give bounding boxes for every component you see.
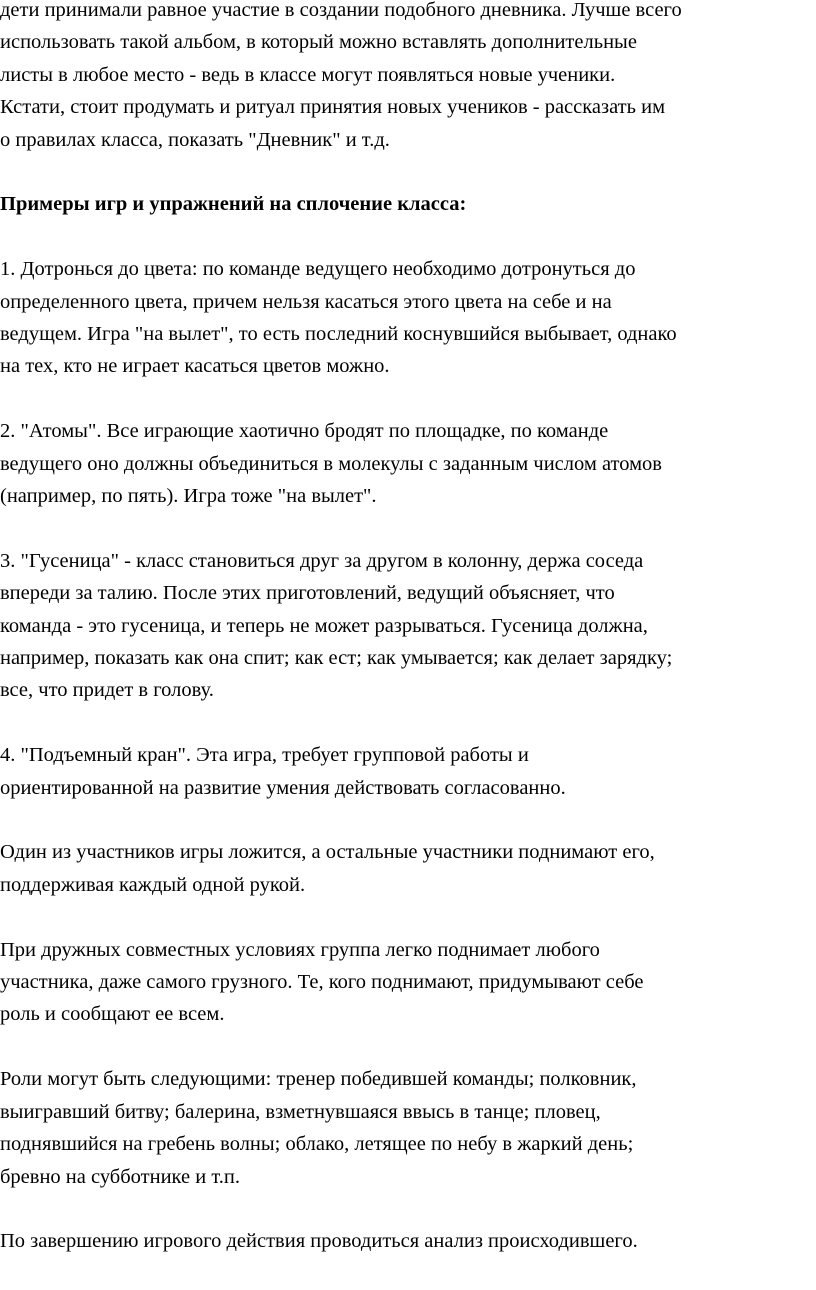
text-line: (например, по пять). Игра тоже "на вылет". — [0, 485, 377, 508]
text-line: ориентированной на развитие умения действовать согласованно. — [0, 776, 566, 799]
game-2-paragraph — [0, 415, 816, 512]
text-line: поднявшийся на гребень волны; облако, летящее по небу в жаркий день; — [0, 1133, 634, 1156]
text-line: 4. "Подъемный кран". Эта игра, требует групповой работы и — [0, 744, 529, 767]
text-line: ведущем. Игра "на вылет", то есть последний коснувшийся выбывает, однако — [0, 323, 677, 346]
text-line: Роли могут быть следующими: тренер победившей команды; полковник, — [0, 1068, 637, 1091]
game-4-step-1-paragraph — [0, 836, 816, 901]
text-line: При дружных совместных условиях группа легко поднимает любого — [0, 938, 600, 961]
text-line: дети принимали равное участие в создании подобного дневника. Лучше всего — [0, 0, 682, 21]
text-line: участника, даже самого грузного. Те, кого поднимают, придумывают себе — [0, 971, 644, 994]
game-4-paragraph — [0, 739, 816, 804]
text-line: Кстати, стоит продумать и ритуал принятия новых учеников - рассказать им — [0, 96, 666, 119]
text-line: на тех, кто не играет касаться цветов можно. — [0, 355, 390, 378]
text-line: 1. Дотронься до цвета: по команде ведущего необходимо дотронуться до — [0, 258, 636, 281]
game-1-paragraph — [0, 253, 816, 383]
text-line: листы в любое место - ведь в классе могут появляться новые ученики. — [0, 63, 616, 86]
text-line: например, показать как она спит; как ест; как умывается; как делает зарядку; — [0, 647, 673, 670]
text-line: команда - это гусеница, и теперь не может разрываться. Гусеница должна, — [0, 614, 648, 637]
text-line: о правилах класса, показать "Дневник" и т.д. — [0, 128, 390, 151]
text-line: 2. "Атомы". Все играющие хаотично бродят по площадке, по команде — [0, 420, 609, 443]
intro-paragraph — [0, 0, 816, 156]
text-line: выигравший битву; балерина, взметнувшаяся ввысь в танце; пловец, — [0, 1100, 601, 1123]
game-4-roles-paragraph — [0, 1063, 816, 1193]
text-line: Один из участников игры ложится, а остальные участники поднимают его, — [0, 841, 655, 864]
heading-text: Примеры игр и упражнений на сплочение класса: — [0, 193, 467, 216]
section-heading — [0, 188, 816, 220]
text-line: впереди за талию. После этих приготовлений, ведущий объясняет, что — [0, 582, 615, 605]
game-3-paragraph — [0, 545, 816, 707]
game-4-step-2-paragraph — [0, 934, 816, 1031]
text-line: все, что придет в голову. — [0, 679, 214, 702]
text-line: бревно на субботнике и т.п. — [0, 1165, 240, 1188]
text-line: поддерживая каждый одной рукой. — [0, 873, 306, 896]
text-line: 3. "Гусеница" - класс становиться друг за другом в колонну, держа соседа — [0, 549, 644, 572]
text-line: определенного цвета, причем нельзя касаться этого цвета на себе и на — [0, 290, 612, 313]
text-line: использовать такой альбом, в который можно вставлять дополнительные — [0, 31, 637, 54]
text-line: По завершению игрового действия проводиться анализ происходившего. — [0, 1230, 638, 1253]
text-line: роль и сообщают ее всем. — [0, 1003, 225, 1026]
conclusion-paragraph — [0, 1225, 816, 1257]
text-line: ведущего оно должны объединиться в молекулы с заданным числом атомов — [0, 452, 662, 475]
